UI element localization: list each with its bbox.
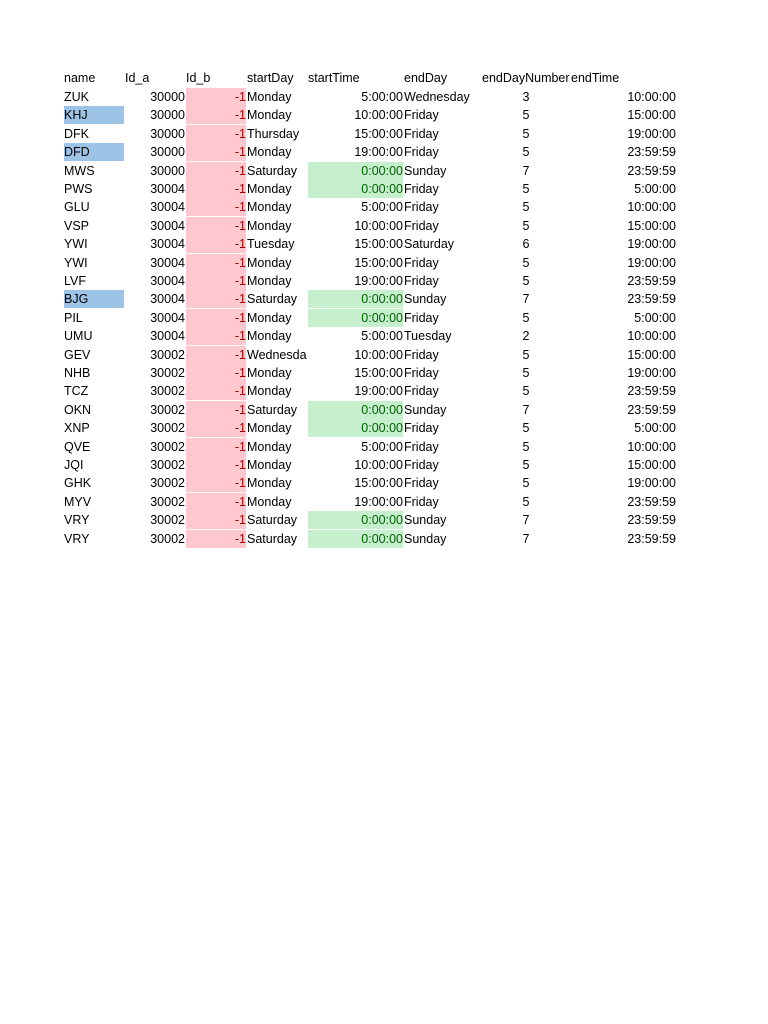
cell-enddaynumber[interactable]: 5 — [522, 494, 530, 509]
cell-id_b[interactable]: -1 — [186, 198, 246, 216]
cell-name[interactable]: TCZ — [64, 384, 89, 399]
cell-endday[interactable]: Tuesday — [404, 329, 452, 344]
cell-id_b[interactable]: -1 — [186, 143, 246, 161]
cell-id_b[interactable]: -1 — [186, 106, 246, 124]
cell-starttime[interactable]: 0:00:00 — [308, 162, 403, 180]
cell-name[interactable]: PWS — [64, 182, 93, 196]
cell-name[interactable]: LVF — [64, 274, 86, 288]
cell-startday[interactable]: Saturday — [247, 531, 298, 546]
cell-starttime[interactable]: 0:00:00 — [308, 309, 403, 327]
cell-id_b[interactable]: -1 — [186, 456, 246, 474]
cell-id_b[interactable]: -1 — [186, 180, 246, 198]
cell-startday[interactable]: Thursday — [247, 126, 300, 141]
cell-name[interactable]: YWI — [64, 255, 88, 270]
cell-name[interactable]: MYV — [64, 494, 92, 509]
cell-endday[interactable]: Friday — [404, 310, 439, 325]
cell-startday[interactable]: Monday — [247, 108, 292, 123]
cell-endday[interactable]: Friday — [404, 255, 439, 270]
cell-startday[interactable]: Monday — [247, 421, 292, 436]
cell-name[interactable]: DFK — [64, 126, 89, 141]
cell-id_a[interactable]: 30004 — [150, 255, 185, 270]
cell-startday[interactable]: Monday — [247, 458, 292, 472]
column-header-endday[interactable]: endDay — [404, 71, 448, 85]
cell-id_b[interactable]: -1 — [186, 217, 246, 235]
cell-endtime[interactable]: 10:00:00 — [627, 439, 676, 454]
cell-endday[interactable]: Sunday — [404, 513, 447, 528]
cell-starttime[interactable]: 0:00:00 — [308, 180, 403, 198]
cell-name[interactable]: VSP — [64, 218, 90, 233]
cell-id_a[interactable]: 30002 — [150, 494, 185, 509]
cell-id_a[interactable]: 30002 — [150, 439, 185, 454]
cell-endtime[interactable]: 23:59:59 — [627, 163, 676, 178]
cell-id_a[interactable]: 30002 — [150, 513, 185, 528]
cell-id_b[interactable]: -1 — [186, 272, 246, 290]
cell-endday[interactable]: Wednesday — [404, 90, 470, 104]
cell-endday[interactable]: Friday — [404, 218, 439, 233]
cell-id_b[interactable]: -1 — [186, 401, 246, 419]
column-header-startday[interactable]: startDay — [247, 71, 294, 85]
column-header-id_b[interactable]: Id_b — [186, 71, 211, 85]
cell-endtime[interactable]: 10:00:00 — [627, 90, 676, 104]
cell-startday[interactable]: Monday — [247, 145, 292, 160]
cell-startday[interactable]: Saturday — [247, 513, 298, 528]
cell-endday[interactable]: Sunday — [404, 163, 447, 178]
cell-starttime[interactable]: 15:00:00 — [354, 366, 403, 380]
cell-name[interactable]: PIL — [64, 310, 83, 325]
cell-startday[interactable]: Saturday — [247, 292, 298, 307]
cell-endtime[interactable]: 15:00:00 — [627, 108, 676, 123]
cell-name[interactable]: DFD — [64, 143, 124, 161]
cell-enddaynumber[interactable]: 7 — [522, 513, 530, 528]
cell-starttime[interactable]: 0:00:00 — [308, 401, 403, 419]
cell-id_a[interactable]: 30004 — [150, 292, 185, 307]
cell-endtime[interactable]: 23:59:59 — [627, 531, 676, 546]
cell-id_a[interactable]: 30002 — [150, 531, 185, 546]
cell-name[interactable]: VRY — [64, 531, 90, 546]
cell-id_b[interactable]: -1 — [186, 88, 246, 106]
cell-startday[interactable]: Monday — [247, 274, 292, 288]
cell-endtime[interactable]: 10:00:00 — [627, 329, 676, 344]
cell-starttime[interactable]: 5:00:00 — [361, 200, 403, 215]
cell-id_b[interactable]: -1 — [186, 309, 246, 327]
cell-startday[interactable]: Monday — [247, 439, 292, 454]
cell-name[interactable]: ZUK — [64, 90, 89, 104]
cell-name[interactable]: NHB — [64, 366, 91, 380]
cell-enddaynumber[interactable]: 5 — [522, 274, 530, 288]
cell-name[interactable]: YWI — [64, 237, 88, 252]
cell-starttime[interactable]: 0:00:00 — [308, 530, 403, 548]
cell-startday[interactable]: Monday — [247, 476, 292, 491]
cell-enddaynumber[interactable]: 6 — [522, 237, 530, 252]
cell-name[interactable]: GHK — [64, 476, 92, 491]
cell-startday[interactable]: Saturday — [247, 163, 298, 178]
cell-id_a[interactable]: 30002 — [150, 366, 185, 380]
cell-id_a[interactable]: 30000 — [150, 126, 185, 141]
cell-startday[interactable]: Monday — [247, 255, 292, 270]
cell-id_b[interactable]: -1 — [186, 346, 246, 364]
cell-id_a[interactable]: 30000 — [150, 108, 185, 123]
cell-id_b[interactable]: -1 — [186, 235, 246, 253]
cell-enddaynumber[interactable]: 5 — [522, 200, 530, 215]
cell-startday[interactable]: Monday — [247, 218, 292, 233]
cell-name[interactable]: BJG — [64, 290, 124, 308]
cell-endday[interactable]: Friday — [404, 439, 439, 454]
cell-name[interactable]: UMU — [64, 329, 93, 344]
cell-endday[interactable]: Friday — [404, 458, 439, 472]
cell-id_a[interactable]: 30004 — [150, 310, 185, 325]
cell-id_a[interactable]: 30002 — [150, 421, 185, 436]
cell-name[interactable]: GLU — [64, 200, 90, 215]
column-header-endtime[interactable]: endTime — [571, 71, 620, 85]
cell-starttime[interactable]: 10:00:00 — [354, 458, 403, 472]
cell-starttime[interactable]: 19:00:00 — [354, 384, 403, 399]
cell-enddaynumber[interactable]: 5 — [522, 182, 530, 196]
cell-endtime[interactable]: 23:59:59 — [627, 274, 676, 288]
cell-starttime[interactable]: 10:00:00 — [354, 108, 403, 123]
cell-endday[interactable]: Friday — [404, 274, 439, 288]
cell-endtime[interactable]: 19:00:00 — [627, 126, 676, 141]
cell-endtime[interactable]: 19:00:00 — [627, 366, 676, 380]
cell-endday[interactable]: Saturday — [404, 237, 455, 252]
cell-id_b[interactable]: -1 — [186, 290, 246, 308]
cell-id_a[interactable]: 30004 — [150, 200, 185, 215]
cell-enddaynumber[interactable]: 5 — [522, 310, 530, 325]
cell-endday[interactable]: Friday — [404, 494, 439, 509]
cell-starttime[interactable]: 0:00:00 — [308, 419, 403, 437]
cell-enddaynumber[interactable]: 7 — [522, 163, 530, 178]
cell-name[interactable]: KHJ — [64, 106, 124, 124]
cell-startday[interactable]: Monday — [247, 90, 292, 104]
cell-startday[interactable]: Saturday — [247, 402, 298, 417]
cell-endtime[interactable]: 19:00:00 — [627, 237, 676, 252]
cell-id_b[interactable]: -1 — [186, 530, 246, 548]
cell-name[interactable]: QVE — [64, 439, 91, 454]
cell-endtime[interactable]: 23:59:59 — [627, 384, 676, 399]
cell-id_a[interactable]: 30004 — [150, 218, 185, 233]
cell-enddaynumber[interactable]: 5 — [522, 218, 530, 233]
cell-starttime[interactable]: 10:00:00 — [354, 347, 403, 362]
cell-id_a[interactable]: 30002 — [150, 384, 185, 399]
cell-endtime[interactable]: 23:59:59 — [627, 145, 676, 160]
cell-enddaynumber[interactable]: 5 — [522, 421, 530, 436]
cell-startday[interactable]: Monday — [247, 182, 292, 196]
cell-enddaynumber[interactable]: 5 — [522, 255, 530, 270]
cell-endtime[interactable]: 5:00:00 — [634, 310, 676, 325]
cell-starttime[interactable]: 15:00:00 — [354, 476, 403, 491]
cell-starttime[interactable]: 10:00:00 — [354, 218, 403, 233]
cell-endday[interactable]: Sunday — [404, 292, 447, 307]
cell-startday[interactable]: Wednesda — [247, 347, 307, 362]
cell-id_a[interactable]: 30000 — [150, 163, 185, 178]
cell-id_b[interactable]: -1 — [186, 474, 246, 492]
cell-enddaynumber[interactable]: 5 — [522, 384, 530, 399]
cell-starttime[interactable]: 0:00:00 — [308, 290, 403, 308]
cell-startday[interactable]: Monday — [247, 310, 292, 325]
cell-id_b[interactable]: -1 — [186, 382, 246, 400]
cell-id_b[interactable]: -1 — [186, 327, 246, 345]
cell-id_b[interactable]: -1 — [186, 438, 246, 456]
cell-name[interactable]: JQI — [64, 458, 84, 472]
cell-startday[interactable]: Monday — [247, 200, 292, 215]
cell-endtime[interactable]: 19:00:00 — [627, 255, 676, 270]
cell-id_a[interactable]: 30002 — [150, 458, 185, 472]
cell-endtime[interactable]: 23:59:59 — [627, 513, 676, 528]
cell-enddaynumber[interactable]: 3 — [522, 90, 530, 104]
column-header-id_a[interactable]: Id_a — [125, 71, 150, 85]
cell-name[interactable]: MWS — [64, 163, 95, 178]
cell-name[interactable]: XNP — [64, 421, 90, 436]
cell-enddaynumber[interactable]: 5 — [522, 439, 530, 454]
cell-enddaynumber[interactable]: 7 — [522, 402, 530, 417]
cell-starttime[interactable]: 15:00:00 — [354, 237, 403, 252]
cell-id_a[interactable]: 30004 — [150, 182, 185, 196]
cell-endtime[interactable]: 5:00:00 — [634, 421, 676, 436]
cell-id_a[interactable]: 30002 — [150, 476, 185, 491]
cell-enddaynumber[interactable]: 7 — [522, 531, 530, 546]
cell-endday[interactable]: Friday — [404, 347, 439, 362]
cell-endday[interactable]: Sunday — [404, 531, 447, 546]
cell-starttime[interactable]: 19:00:00 — [354, 494, 403, 509]
cell-endtime[interactable]: 10:00:00 — [627, 200, 676, 215]
cell-endday[interactable]: Friday — [404, 476, 439, 491]
cell-id_a[interactable]: 30000 — [150, 90, 185, 104]
cell-enddaynumber[interactable]: 5 — [522, 366, 530, 380]
cell-startday[interactable]: Monday — [247, 384, 292, 399]
cell-endday[interactable]: Friday — [404, 145, 439, 160]
cell-id_b[interactable]: -1 — [186, 493, 246, 511]
cell-enddaynumber[interactable]: 7 — [522, 292, 530, 307]
cell-endtime[interactable]: 5:00:00 — [634, 182, 676, 196]
column-header-enddaynumber[interactable]: endDayNumber — [482, 71, 570, 85]
cell-id_a[interactable]: 30000 — [150, 145, 185, 160]
cell-endday[interactable]: Friday — [404, 384, 439, 399]
cell-endtime[interactable]: 23:59:59 — [627, 402, 676, 417]
cell-startday[interactable]: Monday — [247, 366, 292, 380]
cell-enddaynumber[interactable]: 5 — [522, 476, 530, 491]
cell-id_b[interactable]: -1 — [186, 364, 246, 382]
cell-endday[interactable]: Friday — [404, 182, 439, 196]
cell-enddaynumber[interactable]: 5 — [522, 458, 530, 472]
cell-id_b[interactable]: -1 — [186, 511, 246, 529]
cell-enddaynumber[interactable]: 5 — [522, 126, 530, 141]
cell-enddaynumber[interactable]: 2 — [522, 329, 530, 344]
cell-id_a[interactable]: 30004 — [150, 274, 185, 288]
cell-endtime[interactable]: 23:59:59 — [627, 494, 676, 509]
cell-endday[interactable]: Sunday — [404, 402, 447, 417]
cell-starttime[interactable]: 5:00:00 — [361, 439, 403, 454]
cell-endtime[interactable]: 15:00:00 — [627, 347, 676, 362]
cell-name[interactable]: OKN — [64, 402, 92, 417]
cell-startday[interactable]: Monday — [247, 494, 292, 509]
column-header-name[interactable]: name — [64, 71, 96, 85]
cell-endday[interactable]: Friday — [404, 366, 439, 380]
cell-enddaynumber[interactable]: 5 — [522, 347, 530, 362]
cell-id_b[interactable]: -1 — [186, 254, 246, 272]
cell-endtime[interactable]: 23:59:59 — [627, 292, 676, 307]
cell-name[interactable]: VRY — [64, 513, 90, 528]
cell-endday[interactable]: Friday — [404, 200, 439, 215]
cell-id_a[interactable]: 30004 — [150, 329, 185, 344]
cell-id_b[interactable]: -1 — [186, 419, 246, 437]
cell-endtime[interactable]: 15:00:00 — [627, 218, 676, 233]
cell-endtime[interactable]: 15:00:00 — [627, 458, 676, 472]
cell-id_b[interactable]: -1 — [186, 162, 246, 180]
cell-enddaynumber[interactable]: 5 — [522, 108, 530, 123]
cell-endtime[interactable]: 19:00:00 — [627, 476, 676, 491]
cell-endday[interactable]: Friday — [404, 421, 439, 436]
cell-starttime[interactable]: 19:00:00 — [354, 145, 403, 160]
cell-starttime[interactable]: 5:00:00 — [361, 329, 403, 344]
cell-endday[interactable]: Friday — [404, 126, 439, 141]
cell-startday[interactable]: Tuesday — [247, 237, 295, 252]
cell-id_a[interactable]: 30004 — [150, 237, 185, 252]
cell-startday[interactable]: Monday — [247, 329, 292, 344]
cell-name[interactable]: GEV — [64, 347, 91, 362]
cell-id_a[interactable]: 30002 — [150, 402, 185, 417]
cell-endday[interactable]: Friday — [404, 108, 439, 123]
cell-starttime[interactable]: 0:00:00 — [308, 511, 403, 529]
column-header-starttime[interactable]: startTime — [308, 71, 360, 85]
cell-enddaynumber[interactable]: 5 — [522, 145, 530, 160]
cell-id_a[interactable]: 30002 — [150, 347, 185, 362]
cell-starttime[interactable]: 15:00:00 — [354, 126, 403, 141]
cell-starttime[interactable]: 5:00:00 — [361, 90, 403, 104]
cell-starttime[interactable]: 15:00:00 — [354, 255, 403, 270]
cell-starttime[interactable]: 19:00:00 — [354, 274, 403, 288]
cell-id_b[interactable]: -1 — [186, 125, 246, 143]
